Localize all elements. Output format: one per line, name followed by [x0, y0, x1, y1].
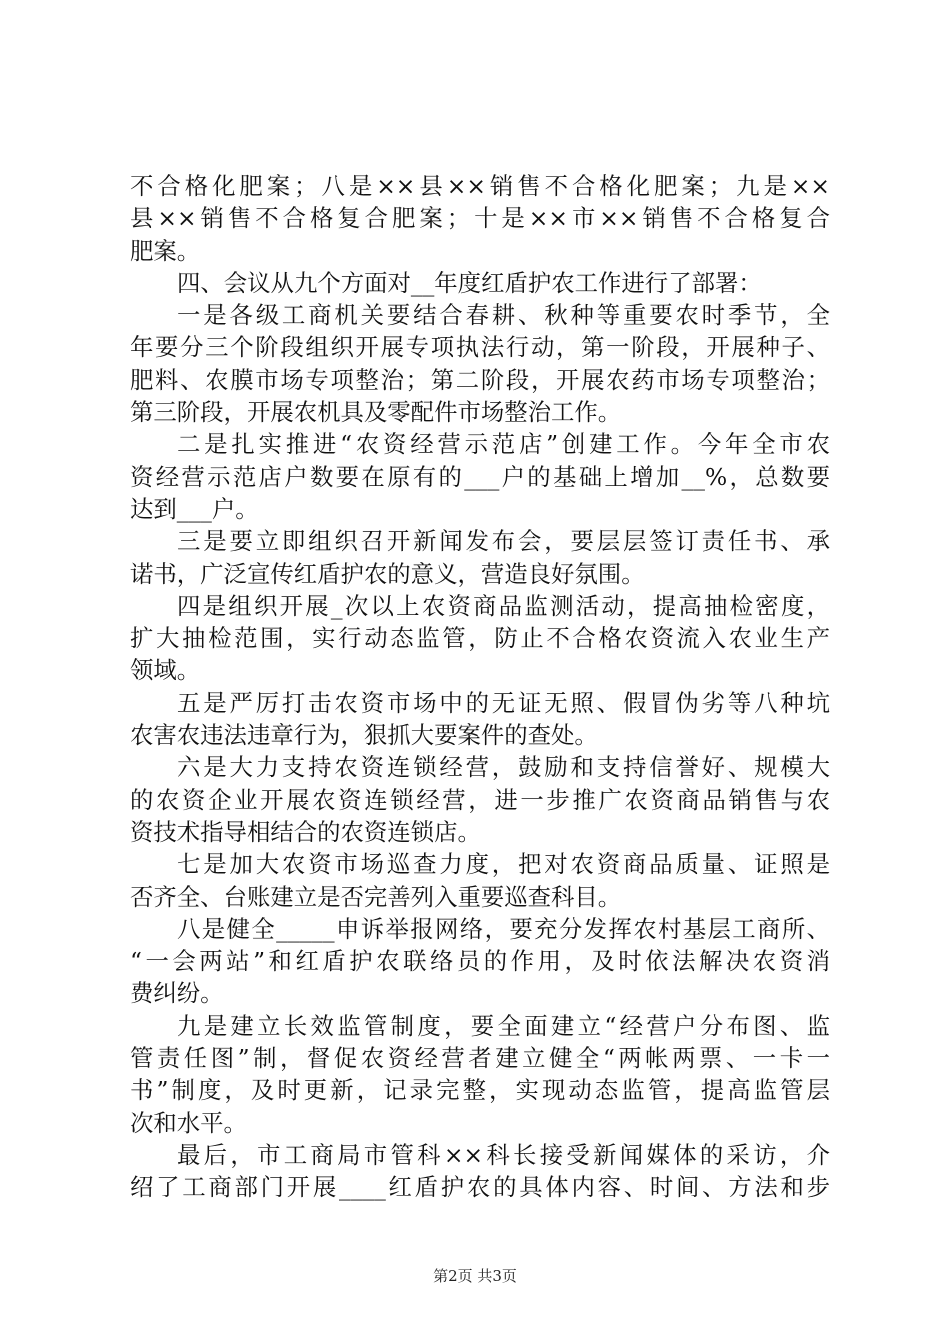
text-line: 资经营示范店户数要在原有的___户的基础上增加__%，总数要 — [130, 462, 830, 491]
text-line: 书”制度，及时更新，记录完整，实现动态监管，提高监管层 — [130, 1076, 830, 1105]
text-line: 七是加大农资市场巡查力度，把对农资商品质量、证照是 — [177, 850, 830, 879]
text-line: 年要分三个阶段组织开展专项执法行动，第一阶段，开展种子、 — [130, 333, 830, 362]
text-line: 八是健全_____申诉举报网络，要充分发挥农村基层工商所、 — [177, 914, 830, 943]
text-line: 资技术指导相结合的农资连锁店。 — [130, 817, 481, 846]
text-line: 肥料、农膜市场专项整治；第二阶段，开展农药市场专项整治； — [130, 365, 830, 394]
text-line: 领域。 — [130, 656, 201, 685]
text-line: 费纠纷。 — [130, 979, 224, 1008]
text-line: 四是组织开展_次以上农资商品监测活动，提高抽检密度， — [177, 591, 830, 620]
text-line: 扩大抽检范围，实行动态监管，防止不合格农资流入农业生产 — [130, 624, 830, 653]
text-line: 县××销售不合格复合肥案；十是××市××销售不合格复合 — [130, 204, 830, 233]
text-line: 最后，市工商局市管科××科长接受新闻媒体的采访，介 — [177, 1140, 830, 1169]
text-line: 九是建立长效监管制度，要全面建立“经营户分布图、监 — [177, 1011, 830, 1040]
text-line: 管责任图”制，督促农资经营者建立健全“两帐两票、一卡一 — [130, 1044, 830, 1073]
text-line: 不合格化肥案；八是××县××销售不合格化肥案；九是×× — [130, 172, 830, 200]
text-line: 次和水平。 — [130, 1108, 247, 1137]
text-line: 诺书，广泛宣传红盾护农的意义，营造良好氛围。 — [130, 559, 645, 588]
text-line: “一会两站”和红盾护农联络员的作用，及时依法解决农资消 — [130, 947, 830, 976]
text-line: 农害农违法违章行为，狠抓大要案件的查处。 — [130, 721, 598, 750]
text-line: 一是各级工商机关要结合春耕、秋种等重要农时季节，全 — [177, 301, 830, 330]
text-line: 绍了工商部门开展____红盾护农的具体内容、时间、方法和步 — [130, 1173, 830, 1202]
text-line: 三是要立即组织召开新闻发布会，要层层签订责任书、承 — [177, 527, 830, 556]
text-line: 第三阶段，开展农机具及零配件市场整治工作。 — [130, 398, 622, 427]
text-line: 达到___户。 — [130, 494, 259, 523]
text-line: 六是大力支持农资连锁经营，鼓励和支持信誉好、规模大 — [177, 753, 830, 782]
text-line: 肥案。 — [130, 236, 201, 265]
text-line: 的农资企业开展农资连锁经营，进一步推广农资商品销售与农 — [130, 785, 830, 814]
document-body — [130, 170, 830, 1204]
text-line: 二是扎实推进“农资经营示范店”创建工作。今年全市农 — [177, 430, 830, 459]
section-heading: 四、会议从九个方面对__年度红盾护农工作进行了部署： — [177, 268, 762, 297]
page-number-footer: 第2页 共3页 — [433, 1267, 517, 1285]
text-line: 否齐全、台账建立是否完善列入重要巡查科目。 — [130, 882, 622, 911]
text-line: 五是严厉打击农资市场中的无证无照、假冒伪劣等八种坑 — [177, 688, 830, 717]
